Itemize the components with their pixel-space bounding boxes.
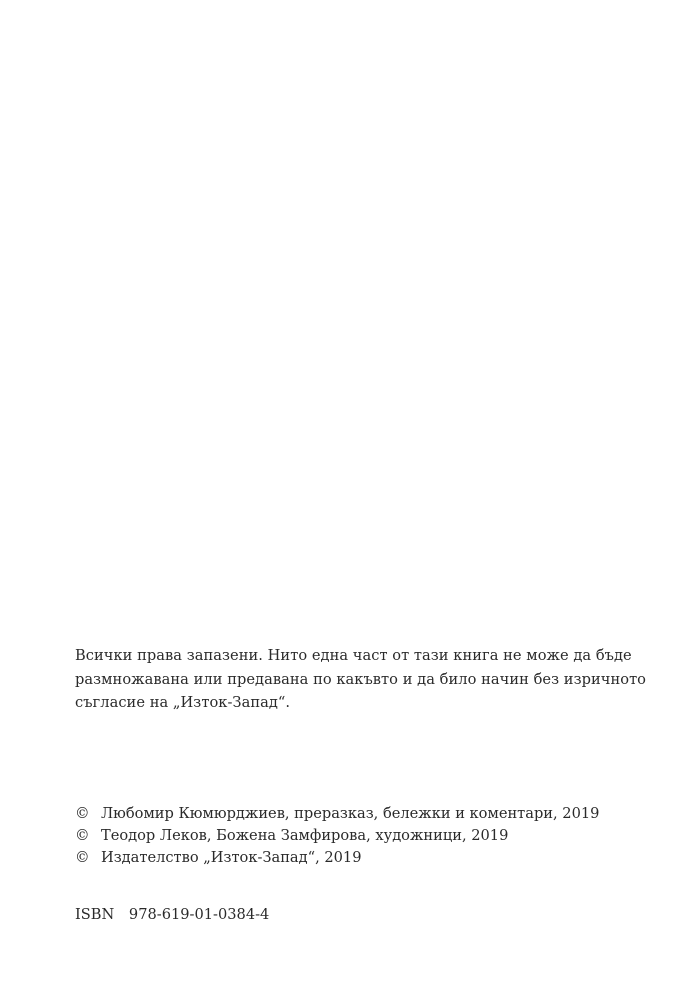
rights-notice-line: съгласие на „Изток-Запад“. [75,694,291,711]
rights-reserved-notice [75,644,647,715]
rights-notice-line: Всички права запазени. Нито една част от тази книга не може да бъде [75,647,632,664]
copyright-text: Издателство „Изток-Запад“, 2019 [101,849,362,866]
copyright-symbol: © [75,849,90,866]
copyright-entry [75,825,635,847]
copyright-text: Любомир Кюмюрджиев, преразказ, бележки и коментари, 2019 [101,805,600,822]
isbn-label: ISBN [75,906,115,923]
rights-notice-line: размножавана или предавана по какъвто и да било начин без изричното [75,670,647,688]
copyright-symbol: © [75,805,90,822]
copyright-list [75,803,635,869]
copyright-text: Теодор Леков, Божена Замфирова, художници, 2019 [101,827,509,844]
isbn-number: 978-619-01-0384-4 [128,906,270,923]
copyright-symbol: © [75,827,90,844]
isbn-line [75,904,269,926]
copyright-entry [75,847,635,869]
copyright-entry [75,803,635,825]
